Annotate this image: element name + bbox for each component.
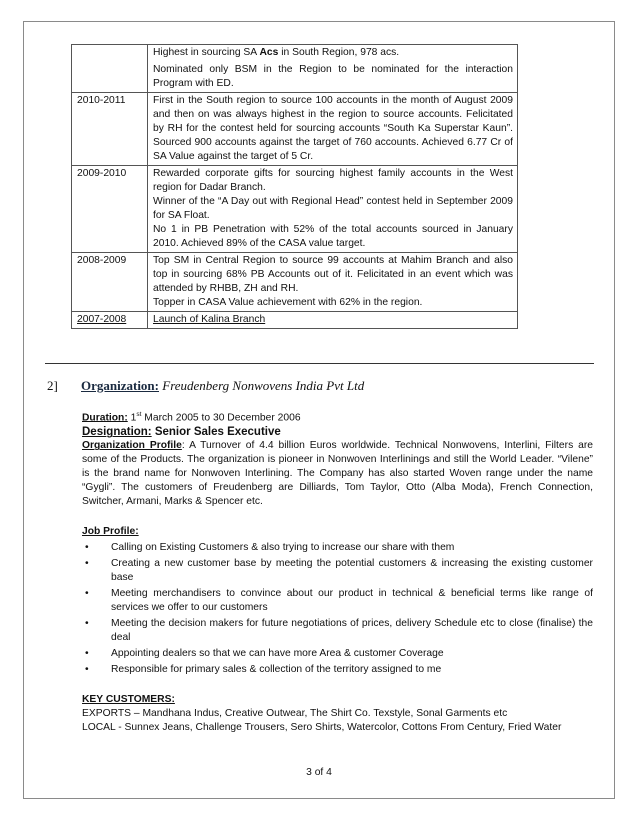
achievements-table-body	[72, 45, 518, 329]
job-item-text: Calling on Existing Customers & also trying to increase our share with them	[111, 542, 455, 554]
year-cell: 2007-2008	[72, 312, 148, 329]
job-item-text: Appointing dealers so that we can have more Area & customer Coverage	[111, 648, 444, 660]
bullet-icon: •	[85, 588, 89, 600]
list-item	[82, 617, 593, 645]
description-text: Topper in CASA Value achievement with 62% in the region.	[153, 297, 423, 308]
job-item-text: Meeting merchandisers to convince about our product in technical & beneficial terms like range of services we offer to our customers	[111, 588, 593, 614]
duration-day: 1	[127, 412, 137, 424]
bullet-icon: •	[85, 558, 89, 570]
duration-suffix: st	[136, 411, 142, 418]
achievements-table	[71, 44, 518, 329]
description-line	[153, 46, 513, 60]
organization-profile	[82, 439, 593, 509]
description-line	[153, 296, 513, 310]
description-cell	[148, 166, 518, 253]
description-text: Rewarded corporate gifts for sourcing highest family accounts in the West region for Dadar Branch.	[153, 168, 513, 193]
description-text: Nominated only BSM in the Region to be nominated for the interaction Program with ED.	[153, 64, 513, 89]
designation-line	[82, 425, 593, 439]
job-item-text: Responsible for primary sales & collection of the territory assigned to me	[111, 664, 442, 676]
job-item-text: Creating a new customer base by meeting the potential customers & increasing the existing customer base	[111, 558, 593, 584]
organization-name: Freudenberg Nonwovens India Pvt Ltd	[159, 378, 365, 393]
description-line	[153, 254, 513, 296]
job-profile-list	[82, 541, 593, 677]
organization-details	[82, 408, 593, 735]
designation-label: Designation:	[82, 426, 152, 439]
list-item	[82, 663, 593, 677]
description-line	[153, 94, 513, 164]
bullet-icon: •	[85, 542, 89, 554]
customer-line: LOCAL - Sunnex Jeans, Challenge Trousers, Sero Shirts, Watercolor, Cottons From Century, Fried Water	[82, 722, 562, 734]
description-text: Winner of the “A Day out with Regional Head” contest held in September 2009 for SA Float.	[153, 196, 513, 221]
table-row	[72, 312, 518, 329]
description-text: Highest in sourcing SA	[153, 47, 260, 58]
duration-value: March 2005 to 30 December 2006	[141, 412, 301, 424]
section-divider	[45, 363, 594, 364]
description-line	[153, 195, 513, 223]
description-text: Acs	[259, 47, 279, 58]
profile-text: : A Turnover of 4.4 billion Euros worldwide. Technical Nonwovens, Interlini, Filters are some of the Products. The organization is pioneer in Nonwoven Interlinings and still the World Leader. “Vilene” is the brand name for Nonwoven Interlining. The Company has also started Woven range under the name “Gygli”. The customers of Freudenberg are Dilliards, Tom Taylor, Otto (Alba Moda), French Connection, Switcher, Armani, Marks & Spencer etc.	[82, 440, 593, 508]
bullet-icon: •	[85, 664, 89, 676]
year-cell	[72, 45, 148, 93]
description-cell	[148, 93, 518, 166]
description-text: in South Region, 978 acs.	[278, 47, 400, 58]
table-row	[72, 45, 518, 93]
job-profile-heading: Job Profile:	[82, 526, 139, 538]
list-item	[82, 541, 593, 555]
description-line	[153, 223, 513, 251]
description-text: Top SM in Central Region to source 99 accounts at Mahim Branch and also top in sourcing 68% PB Accounts out of it. Felicitated in an event which was attended by RHBB, ZH and RH.	[153, 255, 513, 294]
organization-heading	[47, 378, 364, 394]
page-number: 3 of 4	[306, 767, 332, 778]
list-item	[82, 587, 593, 615]
list-item	[82, 557, 593, 585]
description-text: First in the South region to source 100 accounts in the month of August 2009 and then on was always highest in the region to source accounts. Felicitated by RH for the contest held for sourcing accounts “South Ka Superstar Kaun”. Sourced 900 accounts against the target of 760 accounts. Achieved 6.77 Cr of SA Value against the target of 5 Cr.	[153, 95, 513, 162]
customer-list	[82, 707, 593, 735]
description-cell	[148, 253, 518, 312]
bullet-icon: •	[85, 648, 89, 660]
description-line	[153, 63, 513, 91]
profile-label: Organization Profile	[82, 440, 182, 452]
table-row	[72, 93, 518, 166]
bullet-icon: •	[85, 618, 89, 630]
description-cell	[148, 45, 518, 93]
description-cell	[148, 312, 518, 329]
year-cell: 2008-2009	[72, 253, 148, 312]
description-line	[153, 167, 513, 195]
designation-value: Senior Sales Executive	[151, 426, 281, 439]
year-cell: 2010-2011	[72, 93, 148, 166]
organization-label: Organization:	[81, 378, 159, 393]
section-number: 2]	[47, 378, 58, 393]
description-line	[153, 313, 513, 327]
job-item-text: Meeting the decision makers for future negotiations of prices, delivery Schedule etc to close (finalise) the deal	[111, 618, 593, 644]
duration-label: Duration:	[82, 412, 128, 424]
year-cell: 2009-2010	[72, 166, 148, 253]
duration-line	[82, 408, 593, 425]
customer-line: EXPORTS – Mandhana Indus, Creative Outwear, The Shirt Co. Texstyle, Sonal Garments etc	[82, 708, 508, 720]
list-item	[82, 647, 593, 661]
table-row	[72, 253, 518, 312]
key-customers-heading: KEY CUSTOMERS:	[82, 694, 175, 706]
description-text: No 1 in PB Penetration with 52% of the total accounts sourced in January 2010. Achieved 89% of the CASA value target.	[153, 224, 513, 249]
description-text: Launch of Kalina Branch	[153, 314, 266, 325]
table-row	[72, 166, 518, 253]
